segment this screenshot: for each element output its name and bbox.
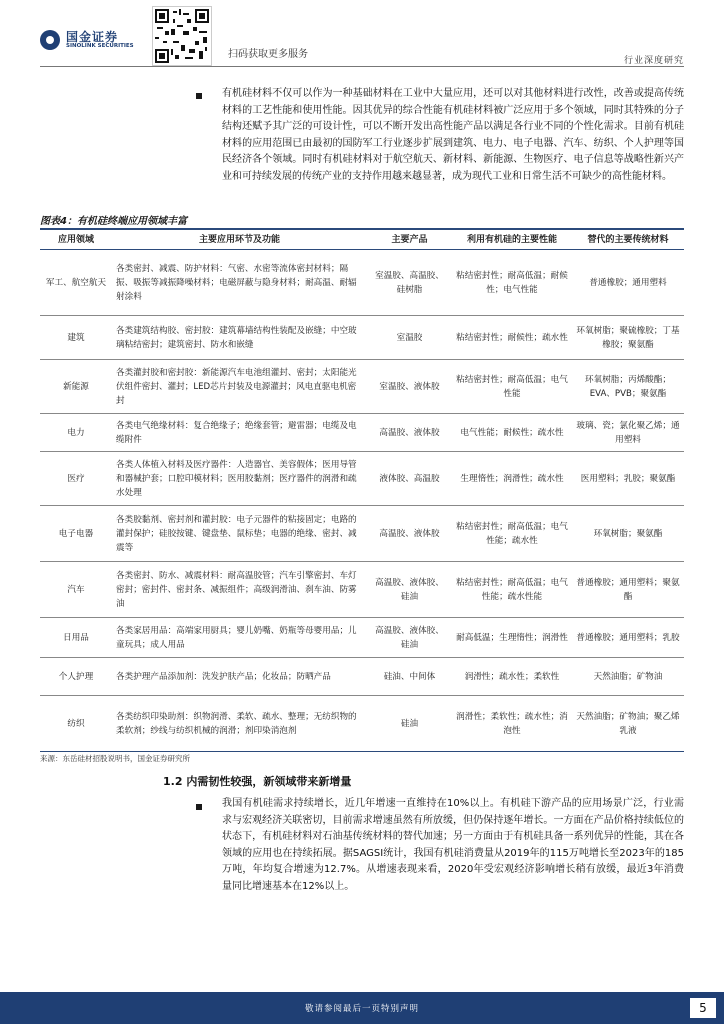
domain-cell: 汽车 bbox=[40, 562, 112, 618]
column-header: 利用有机硅的主要性能 bbox=[452, 231, 572, 250]
products-cell: 硅油 bbox=[367, 696, 452, 752]
application-cell: 各类灌封胶和密封胶：新能源汽车电池组灌封、密封；太阳能光伏组件密封、灌封；LED芯片封装及电源灌封；风电直驱电机密封 bbox=[112, 360, 367, 414]
intro-paragraph: 有机硅材料不仅可以作为一种基础材料在工业中大量应用，还可以对其他材料进行改性，改善或提高传统材料的工艺性能和使用性能。因其优异的综合性能有机硅材料被广泛应用于多个领域，同时其特殊的分子结构还赋予其广泛的可设计性，可以不断开发出高性能产品以满足各行业不同的个性化需求。目前有机硅材料的应用范围已由最初的国防军工行业逐步扩展到建筑、电力、电子电器、汽车、纺织、个人护理等国民经济各个领域。同时有机硅材料对于航空航天、新材料、新能源、生物医疗、电子信息等战略性新兴产业和可持续发展的传统产业的支持作用越来越显著，成为现代工业和日常生活不可缺少的高性能材料。 bbox=[222, 88, 684, 182]
application-cell: 各类人体植入材料及医疗器件：人造器官、美容假体；医用导管和器械护套；口腔印模材料；医用胶黏剂；医疗器件的润滑和疏水处理 bbox=[112, 452, 367, 506]
products-cell: 高温胶、液体胶、硅油 bbox=[367, 562, 452, 618]
table-row bbox=[40, 618, 684, 658]
domain-cell: 个人护理 bbox=[40, 658, 112, 696]
domain-cell: 新能源 bbox=[40, 360, 112, 414]
table-row bbox=[40, 316, 684, 360]
table-row bbox=[40, 414, 684, 452]
table-row bbox=[40, 562, 684, 618]
properties-cell: 润滑性；柔软性；疏水性；消泡性 bbox=[452, 696, 572, 752]
properties-cell: 电气性能；耐候性；疏水性 bbox=[452, 414, 572, 452]
replaced-materials-cell: 天然油脂；矿物油 bbox=[572, 658, 684, 696]
replaced-materials-cell: 医用塑料；乳胶；聚氨酯 bbox=[572, 452, 684, 506]
header-divider bbox=[40, 66, 684, 67]
domain-cell: 医疗 bbox=[40, 452, 112, 506]
table-row bbox=[40, 250, 684, 316]
application-cell: 各类密封、防水、减震材料：耐高温胶管；汽车引擎密封、车灯密封；密封件、密封条、减振组件；高级润滑油、刹车油、防雾油 bbox=[112, 562, 367, 618]
table-row bbox=[40, 696, 684, 752]
figure-source-note: 来源：东岳硅材招股说明书，国金证券研究所 bbox=[40, 754, 190, 763]
properties-cell: 粘结密封性；耐高低温；电气性能 bbox=[452, 360, 572, 414]
replaced-materials-cell: 玻璃、瓷；氯化聚乙烯；通用塑料 bbox=[572, 414, 684, 452]
application-cell: 各类建筑结构胶、密封胶：建筑幕墙结构性装配及嵌缝；中空玻璃粘结密封；建筑密封、防水和嵌缝 bbox=[112, 316, 367, 360]
section-heading: 1.2 内需韧性较强，新领域带来新增量 bbox=[163, 775, 352, 788]
products-cell: 高温胶、液体胶 bbox=[367, 414, 452, 452]
application-cell: 各类纺织印染助剂：织物润滑、柔软、疏水、整理；无纺织物的柔软剂；纱线与纺织机械的润滑；剂印染消泡剂 bbox=[112, 696, 367, 752]
properties-cell: 粘结密封性；耐高低温；电气性能；疏水性能 bbox=[452, 562, 572, 618]
replaced-materials-cell: 环氧树脂；聚硫橡胶；丁基橡胶；聚氨酯 bbox=[572, 316, 684, 360]
column-header: 应用领域 bbox=[40, 231, 112, 250]
table-row bbox=[40, 360, 684, 414]
table-row bbox=[40, 452, 684, 506]
disclaimer-notice: 敬请参阅最后一页特别声明 bbox=[304, 1004, 419, 1014]
page-header bbox=[0, 0, 724, 70]
products-cell: 硅油、中间体 bbox=[367, 658, 452, 696]
application-cell: 各类胶黏剂、密封剂和灌封胶：电子元器件的粘接固定；电路的灌封保护；硅胶按键、键盘垫、鼠标垫；电器的绝缘、密封、减震等 bbox=[112, 506, 367, 562]
table-row bbox=[40, 658, 684, 696]
replaced-materials-cell: 天然油脂；矿物油；聚乙烯乳液 bbox=[572, 696, 684, 752]
properties-cell: 耐高低温；生理惰性；润滑性 bbox=[452, 618, 572, 658]
application-cell: 各类电气绝缘材料：复合绝缘子；绝缘套管；避雷器；电缆及电缆附件 bbox=[112, 414, 367, 452]
application-cell: 各类家居用品：高端家用厨具；婴儿奶嘴、奶瓶等母婴用品；儿童玩具；成人用品 bbox=[112, 618, 367, 658]
brand-name: 国金证券 bbox=[66, 30, 119, 44]
column-header: 主要产品 bbox=[367, 231, 452, 250]
page-footer bbox=[0, 992, 724, 1024]
properties-cell: 粘结密封性；耐高低温；耐候性；电气性能 bbox=[452, 250, 572, 316]
products-cell: 高温胶、液体胶、硅油 bbox=[367, 618, 452, 658]
table-row bbox=[40, 506, 684, 562]
figure-title-rule bbox=[40, 228, 684, 230]
replaced-materials-cell: 普通橡胶；通用塑料；聚氨酯 bbox=[572, 562, 684, 618]
replaced-materials-cell: 环氧树脂；聚氨酯 bbox=[572, 506, 684, 562]
properties-cell: 粘结密封性；耐候性；疏水性 bbox=[452, 316, 572, 360]
qr-code-pattern bbox=[153, 7, 211, 65]
properties-cell: 生理惰性；润滑性；疏水性 bbox=[452, 452, 572, 506]
application-table bbox=[40, 231, 684, 752]
body-paragraph: 我国有机硅需求持续增长，近几年增速一直维持在10%以上。有机硅下游产品的应用场景广泛，行业需求与宏观经济关联密切，目前需求增速虽然有所放缓，但仍保持逐年增长。一方面在产品价格持续低位的状态下，有机硅材料对石油基传统材料的替代加速；另一方面由于有机硅具备一系列优异的性能，其在各领域的应用也在持续拓展。据SAGSI统计，我国有机硅消费量从2019年的115万吨增长至2023年的185万吨，年均复合增速为12.7%。从增速表现来看，2020年受宏观经济影响增长稍有放缓，最近3年消费量同比增速基本在12%以上。 bbox=[222, 798, 684, 892]
domain-cell: 军工、航空航天 bbox=[40, 250, 112, 316]
table-header-row bbox=[40, 231, 684, 250]
products-cell: 高温胶、液体胶 bbox=[367, 506, 452, 562]
application-cell: 各类密封、减震、防护材料：气密、水密等流体密封材料；隔振、吸振等减振降噪材料；电磁屏蔽与隐身材料；耐高温、耐辐射涂料 bbox=[112, 250, 367, 316]
replaced-materials-cell: 普通橡胶；通用塑料 bbox=[572, 250, 684, 316]
replaced-materials-cell: 环氧树脂；丙烯酸酯；EVA、PVB；聚氨酯 bbox=[572, 360, 684, 414]
scan-for-service-text: 扫码获取更多服务 bbox=[228, 49, 308, 60]
figure-title: 图表4：有机硅终端应用领域丰富 bbox=[40, 216, 187, 227]
application-cell: 各类护理产品添加剂：洗发护肤产品；化妆品；防晒产品 bbox=[112, 658, 367, 696]
products-cell: 室温胶、高温胶、硅树脂 bbox=[367, 250, 452, 316]
page-number: 5 bbox=[690, 998, 716, 1018]
products-cell: 液体胶、高温胶 bbox=[367, 452, 452, 506]
properties-cell: 粘结密封性；耐高低温；电气性能；疏水性 bbox=[452, 506, 572, 562]
domain-cell: 建筑 bbox=[40, 316, 112, 360]
domain-cell: 纺织 bbox=[40, 696, 112, 752]
properties-cell: 润滑性；疏水性；柔软性 bbox=[452, 658, 572, 696]
domain-cell: 电子电器 bbox=[40, 506, 112, 562]
domain-cell: 电力 bbox=[40, 414, 112, 452]
brand-logo bbox=[40, 28, 134, 52]
replaced-materials-cell: 普通橡胶；通用塑料；乳胶 bbox=[572, 618, 684, 658]
products-cell: 室温胶、液体胶 bbox=[367, 360, 452, 414]
brand-logo-icon bbox=[40, 30, 60, 50]
column-header: 主要应用环节及功能 bbox=[112, 231, 367, 250]
intro-bullet bbox=[196, 93, 202, 99]
document-type-label: 行业深度研究 bbox=[623, 56, 684, 66]
body-bullet bbox=[196, 804, 202, 810]
column-header: 替代的主要传统材料 bbox=[572, 231, 684, 250]
brand-name-en: SINOLINK SECURITIES bbox=[66, 43, 134, 49]
domain-cell: 日用品 bbox=[40, 618, 112, 658]
qr-code-image[interactable] bbox=[152, 6, 212, 66]
products-cell: 室温胶 bbox=[367, 316, 452, 360]
